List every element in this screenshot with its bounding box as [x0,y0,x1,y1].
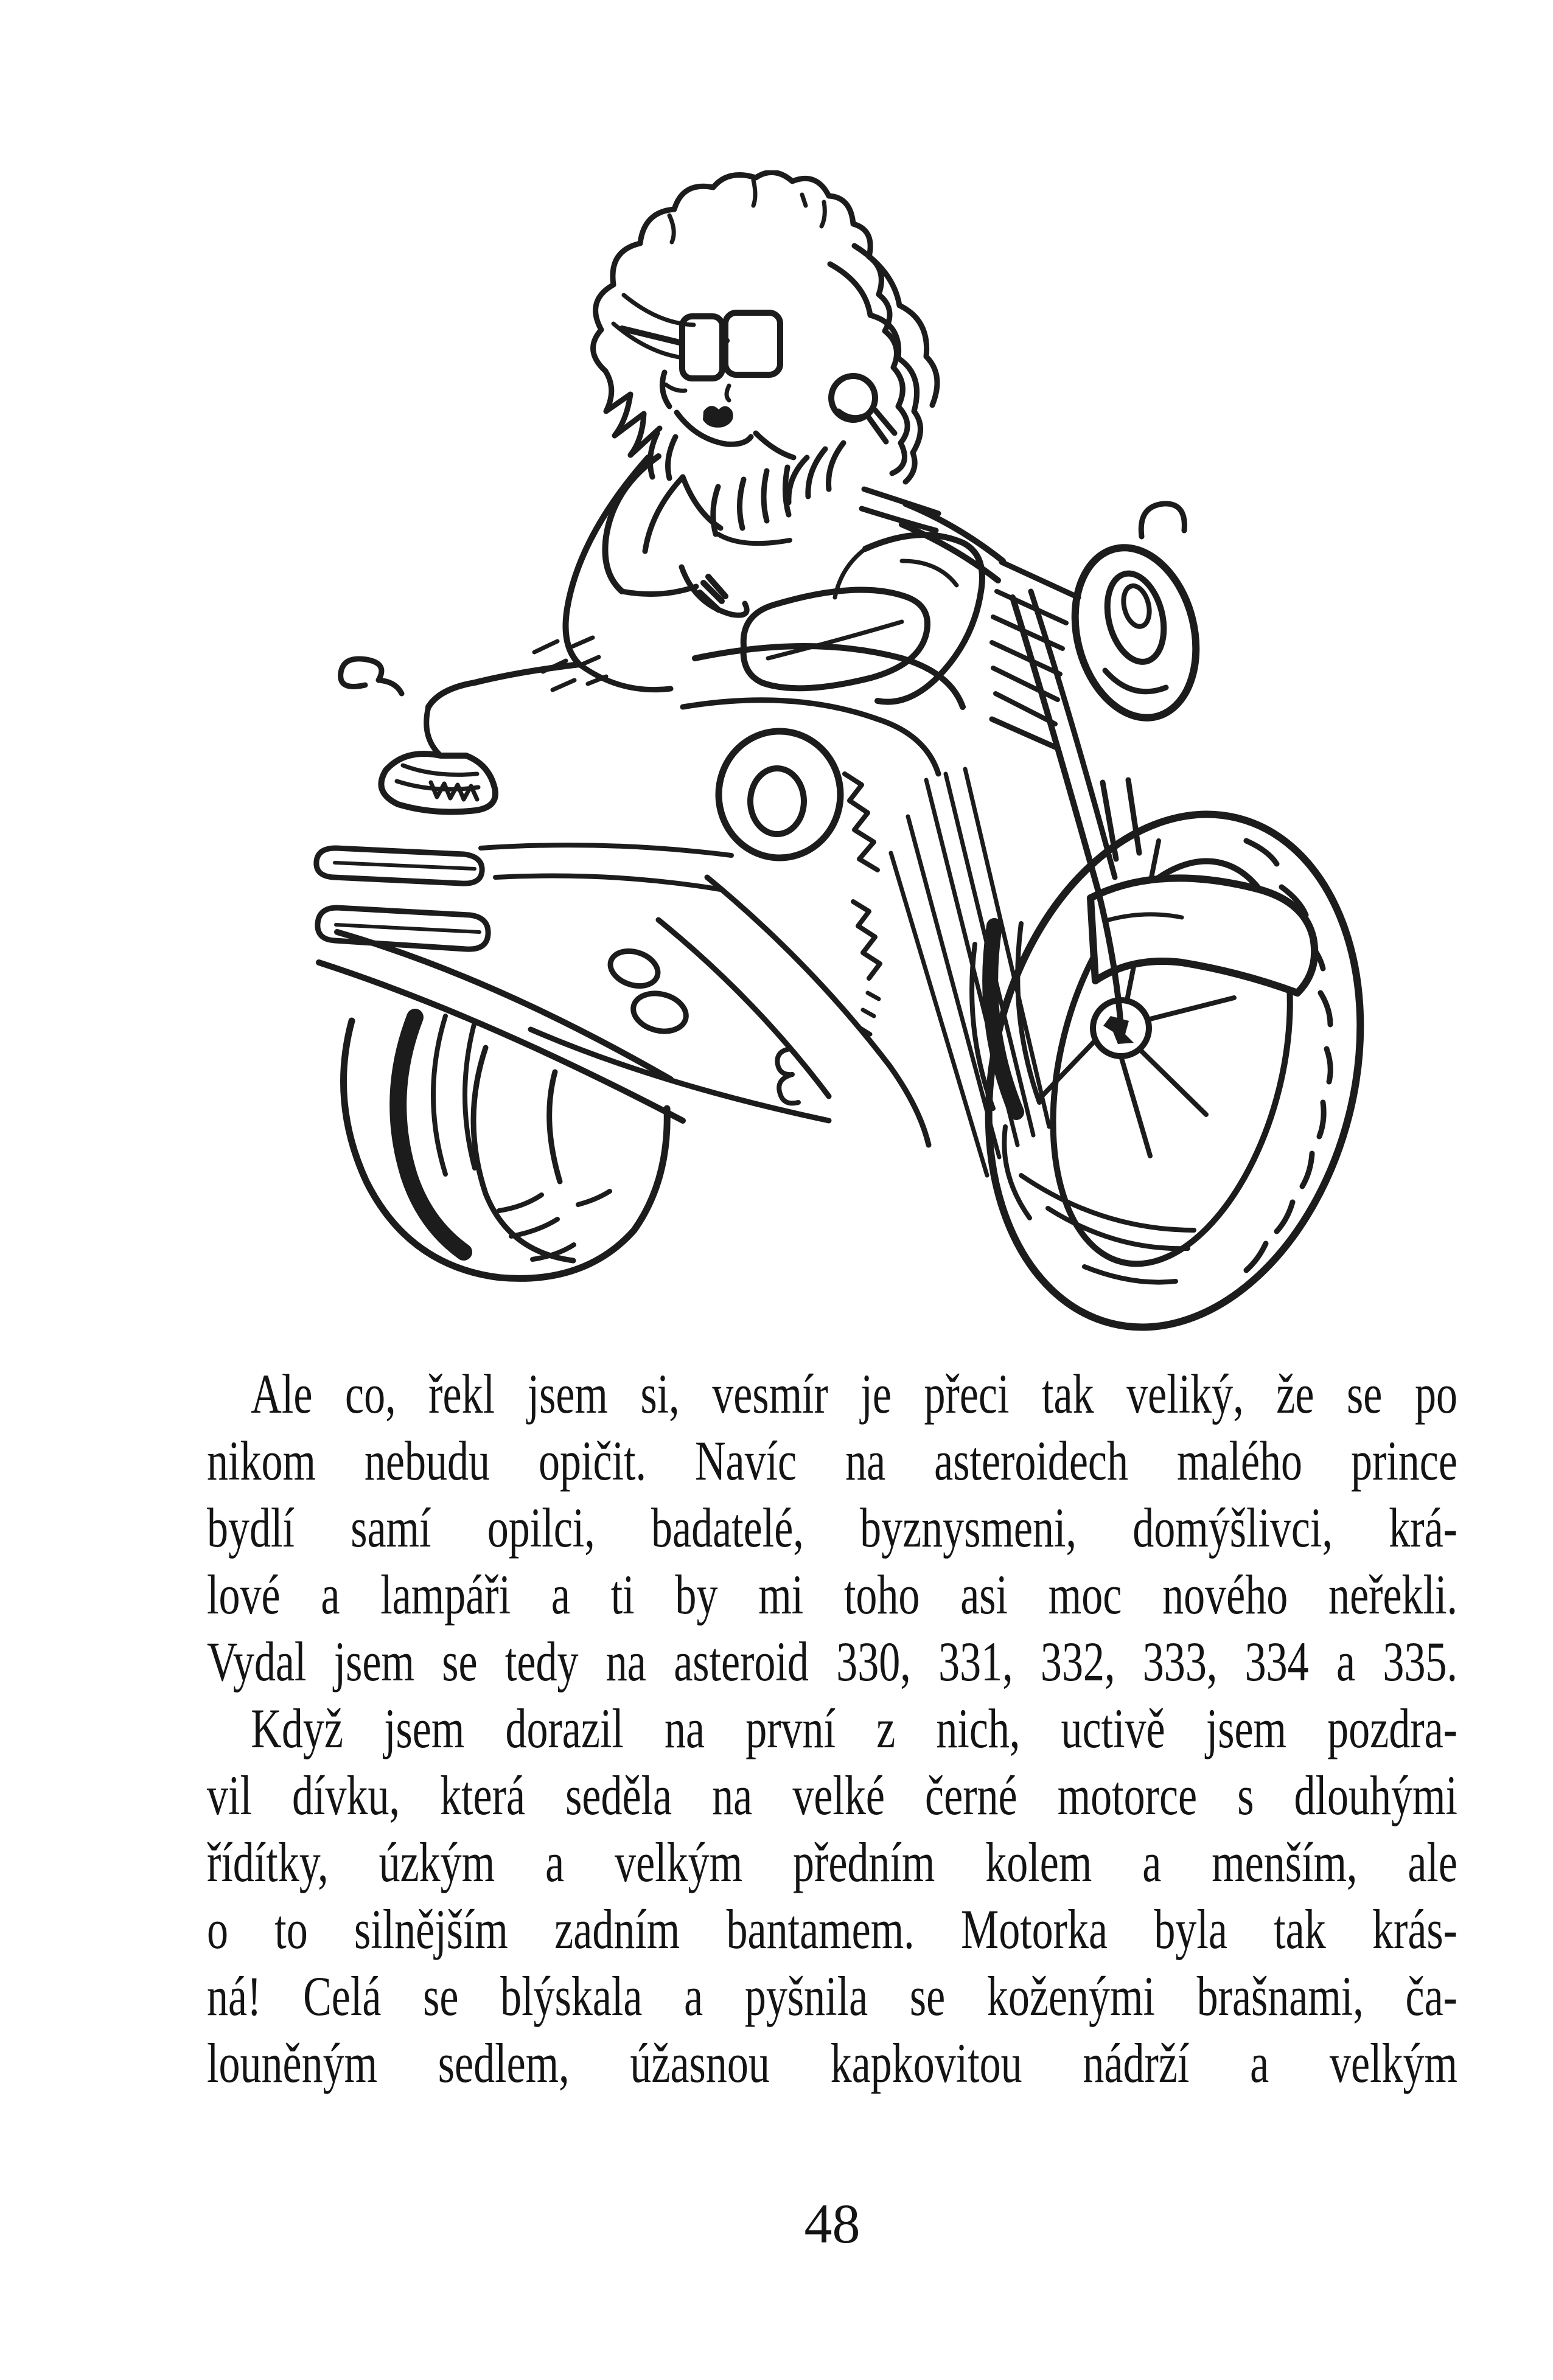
motorcycle-illustration [292,170,1436,1338]
text-line: lové a lampáři a ti by mi toho asi moc nového neřekli. [207,1564,1457,1626]
fuel-tank [835,535,982,702]
mirror-ball [831,376,895,442]
text-line: bydlí samí opilci, badatelé, byznysmeni, domýšlivci, krá- [207,1497,1457,1559]
text-line: ná! Celá se blýskala a pyšnila se koženými brašnami, ča- [207,1965,1457,2027]
rear-wheel [344,1016,668,1278]
headlight [1058,504,1213,731]
rider [341,172,963,812]
front-wheel [937,774,1412,1338]
text-line: o to silnějším zadním bantamem. Motorka byla tak krás- [207,1898,1457,1960]
footpeg-levers [606,945,690,1037]
rider-hair [593,172,937,482]
body-text [207,1360,1457,2096]
front-fender [1091,878,1314,993]
rider-face [662,372,794,458]
engine [719,731,880,1034]
text-line: vil dívku, která seděla na velké černé motorce s dlouhými [207,1764,1457,1826]
page-number: 48 [804,2193,860,2255]
rider-legs [427,638,963,774]
text-line: Když jsem dorazil na první z nich, uctivě jsem pozdra- [251,1697,1457,1759]
seat [744,590,927,689]
text-line: Ale co, řekl jsem si, vesmír je přeci tak veliký, že se po [251,1363,1457,1425]
text-line: Vydal jsem se tedy na asteroid 330, 331, 332, 333, 334 a 335. [207,1630,1457,1693]
text-line: řídítky, úzkým a velkým předním kolem a menším, ale [207,1831,1457,1893]
rider-arm [605,443,938,594]
text-line: nikom nebudu opičit. Navíc na asteroidech malého prince [207,1430,1457,1492]
text-line: louněným sedlem, úžasnou kapkovitou nádrží a velkým [207,2032,1457,2094]
rider-torso [566,433,747,664]
